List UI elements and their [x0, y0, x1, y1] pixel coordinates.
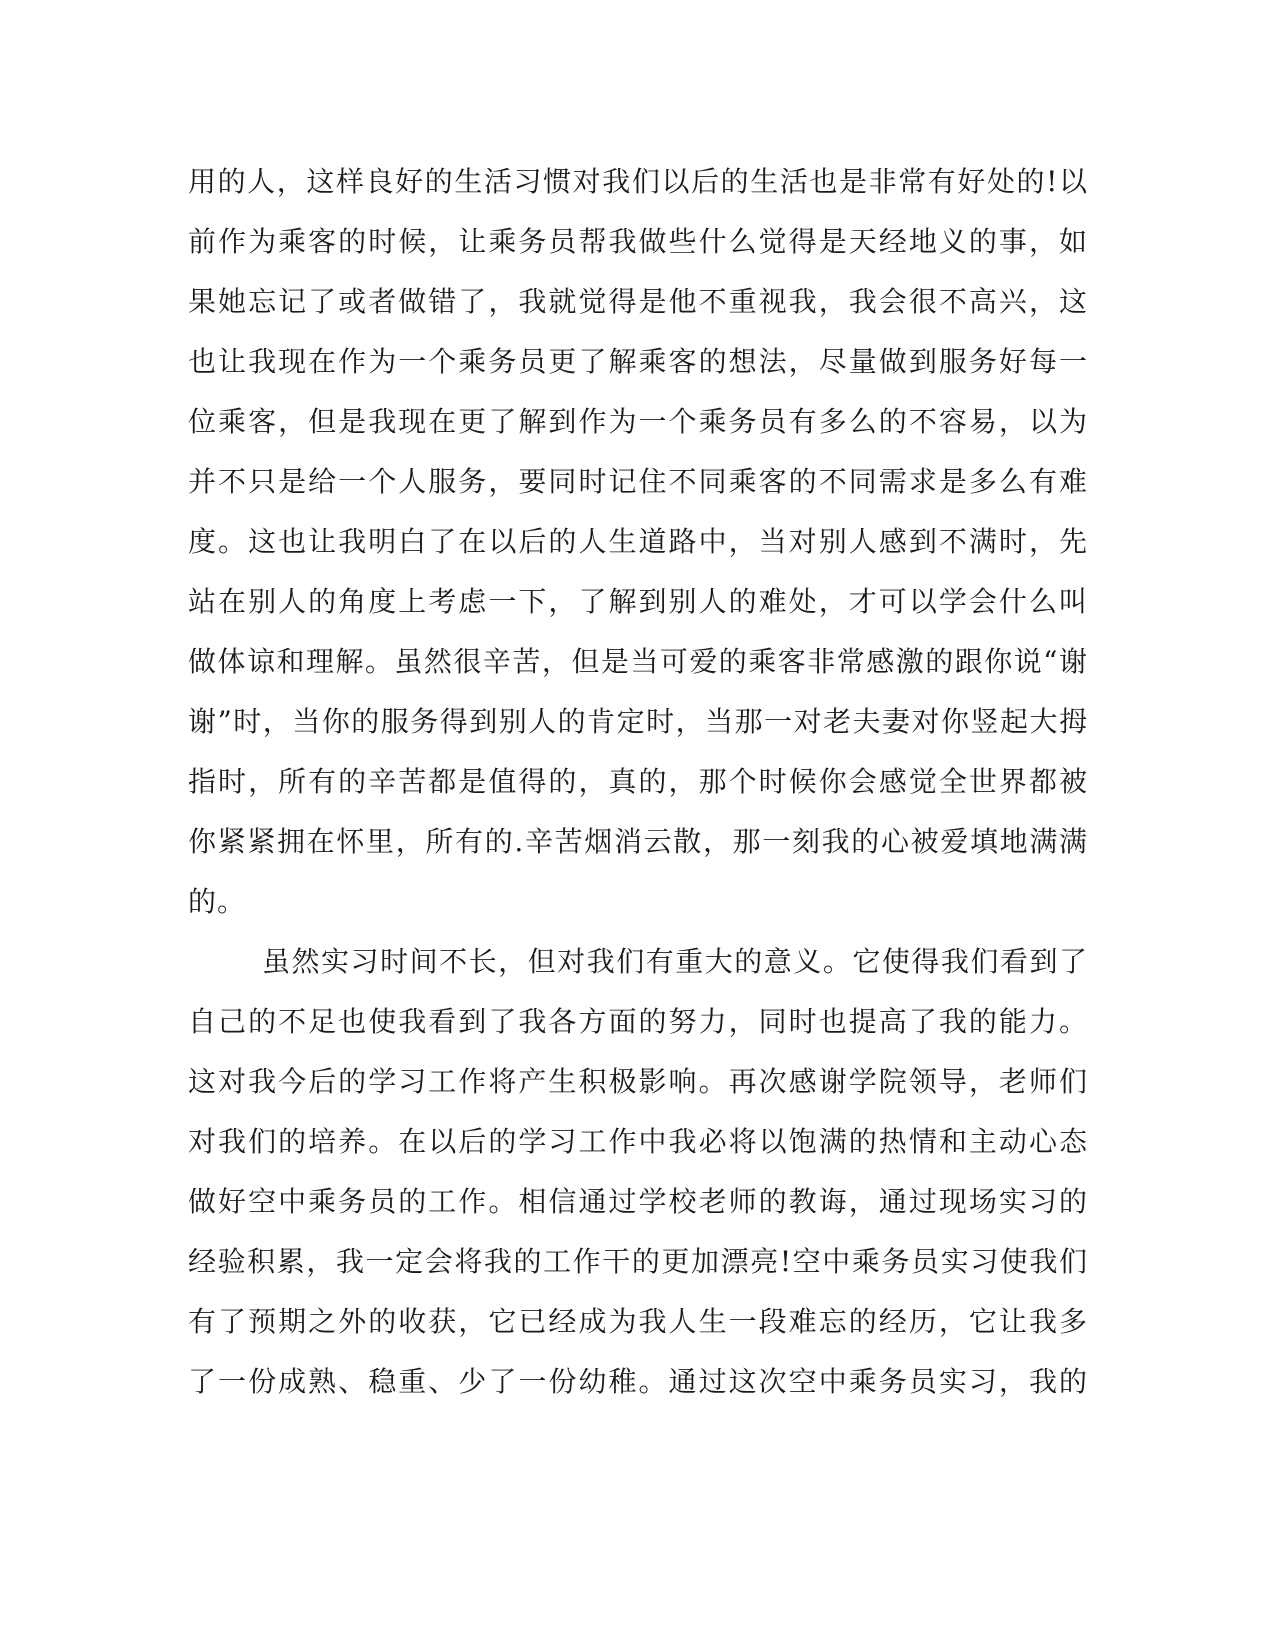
paragraph-line: 站在别人的角度上考虑一下，了解到别人的难处，才可以学会什么叫: [188, 585, 1088, 618]
paragraph-line: 度。这也让我明白了在以后的人生道路中，当对别人感到不满时，先: [188, 525, 1088, 558]
paragraph-line: 果她忘记了或者做错了，我就觉得是他不重视我，我会很不高兴，这: [188, 285, 1088, 318]
paragraph-line: 位乘客，但是我现在更了解到作为一个乘务员有多么的不容易，以为: [188, 405, 1088, 438]
paragraph-line: 做体谅和理解。虽然很辛苦，但是当可爱的乘客非常感激的跟你说“谢: [188, 645, 1088, 678]
paragraph-line: 前作为乘客的时候，让乘务员帮我做些什么觉得是天经地义的事，如: [188, 225, 1088, 258]
paragraph-line: 你紧紧拥在怀里，所有的.辛苦烟消云散，那一刻我的心被爱填地满满: [188, 825, 1088, 858]
paragraph-line: 做好空中乘务员的工作。相信通过学校老师的教诲，通过现场实习的: [188, 1185, 1088, 1218]
paragraph-line: 这对我今后的学习工作将产生积极影响。再次感谢学院领导，老师们: [188, 1065, 1088, 1098]
paragraph-line: 用的人，这样良好的生活习惯对我们以后的生活也是非常有好处的!以: [188, 165, 1088, 198]
paragraph-line: 谢”时，当你的服务得到别人的肯定时，当那一对老夫妻对你竖起大拇: [188, 705, 1088, 738]
paragraph-line: 有了预期之外的收获，它已经成为我人生一段难忘的经历，它让我多: [188, 1305, 1088, 1338]
paragraph-line: 的。: [188, 885, 247, 918]
paragraph-line: 虽然实习时间不长，但对我们有重大的意义。它使得我们看到了: [262, 945, 1088, 978]
paragraph-line: 指时，所有的辛苦都是值得的，真的，那个时候你会感觉全世界都被: [188, 765, 1088, 798]
paragraph-line: 经验积累，我一定会将我的工作干的更加漂亮!空中乘务员实习使我们: [188, 1245, 1088, 1278]
paragraph-line: 也让我现在作为一个乘务员更了解乘客的想法，尽量做到服务好每一: [188, 345, 1088, 378]
paragraph-line: 了一份成熟、稳重、少了一份幼稚。通过这次空中乘务员实习，我的: [188, 1365, 1088, 1398]
paragraph-line: 对我们的培养。在以后的学习工作中我必将以饱满的热情和主动心态: [188, 1125, 1088, 1158]
paragraph-line: 并不只是给一个人服务，要同时记住不同乘客的不同需求是多么有难: [188, 465, 1088, 498]
paragraph-line: 自己的不足也使我看到了我各方面的努力，同时也提高了我的能力。: [188, 1005, 1088, 1038]
